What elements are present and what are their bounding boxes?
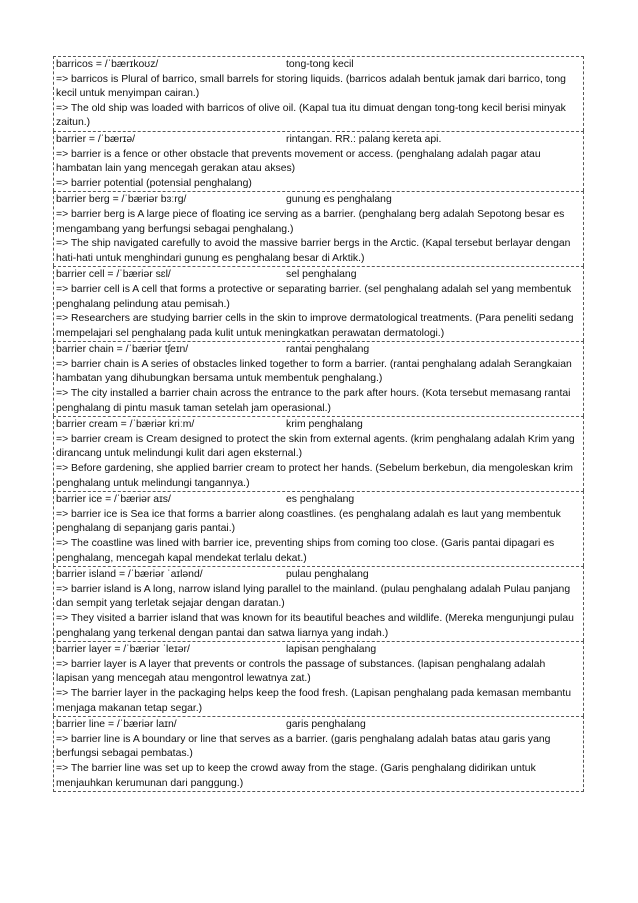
entry-header bbox=[56, 718, 581, 733]
entry-definition: => barrier is a fence or other obstacle that prevents movement or access. (penghalang adalah pagar atau hambatan lain yang mencegah gerakan atau akses) bbox=[56, 148, 541, 175]
entry-translation: gunung es penghalang bbox=[286, 194, 392, 206]
entry-translation: tong-tong kecil bbox=[286, 59, 354, 70]
entry-headword: barrier chain = /ˈbæriər tʃeɪn/ bbox=[56, 344, 189, 356]
entry-definition: => barrier cell is A cell that forms a protective or separating barrier. (sel penghalang adalah sel yang membentuk penghalang pelindung atau pemisah.) bbox=[56, 283, 572, 310]
entry-translation: es penghalang bbox=[286, 494, 355, 506]
entry-definition: => barrier berg is A large piece of floating ice serving as a barrier. (penghalang berg adalah Sepotong besar es mengambang yang berfungsi sebagai penghalang.) bbox=[56, 208, 565, 235]
entry-translation: rantai penghalang bbox=[286, 344, 370, 356]
dictionary-entry bbox=[53, 341, 584, 416]
entry-definition: => barrier ice is Sea ice that forms a barrier along coastlines. (es penghalang adalah es laut yang membentuk penghalang di sepanjang garis pantai.) bbox=[56, 508, 561, 535]
entry-header bbox=[56, 418, 581, 433]
entry-header bbox=[56, 133, 581, 148]
entry-headword: barricos = /ˈbærɪkoʊz/ bbox=[56, 59, 159, 70]
entry-header bbox=[56, 193, 581, 208]
dictionary-entry bbox=[53, 641, 584, 716]
entry-example: => Researchers are studying barrier cells in the skin to improve dermatological treatments. (Para peneliti sedang mempelajari sel penghalang pada kulit untuk meningkatkan perawatan dermatologi.) bbox=[56, 313, 574, 339]
dictionary-entry bbox=[53, 266, 584, 341]
entry-translation: lapisan penghalang bbox=[286, 644, 377, 656]
entry-headword: barrier = /ˈbærɪə/ bbox=[56, 133, 136, 145]
entry-definition: => barrier chain is A series of obstacles linked together to form a barrier. (rantai penghalang adalah Serangkaian hambatan yang dihubungkan bersama untuk membentuk penghalang.) bbox=[56, 358, 572, 385]
entry-definition: => barricos is Plural of barrico, small barrels for storing liquids. (barricos adalah bentuk jamak dari barrico, tong kecil untuk menyimpan cairan.) bbox=[56, 73, 566, 100]
entry-definition: => barrier island is A long, narrow island lying parallel to the mainland. (pulau penghalang adalah Pulau panjang dan sempit yang terletak sejajar dengan daratan.) bbox=[56, 583, 571, 610]
entry-header bbox=[56, 568, 581, 583]
entry-translation: garis penghalang bbox=[286, 719, 366, 731]
entry-headword: barrier cream = /ˈbæriər kriːm/ bbox=[56, 419, 195, 431]
entry-example: => The barrier layer in the packaging helps keep the food fresh. (Lapisan penghalang pada kemasan membantu menjaga makanan tetap segar.) bbox=[56, 687, 572, 714]
entry-translation: sel penghalang bbox=[286, 269, 357, 281]
entry-example: => The old ship was loaded with barricos of olive oil. (Kapal tua itu dimuat dengan tong-tong kecil berisi minyak zaitun.) bbox=[56, 102, 566, 129]
entry-translation: rintangan. RR.: palang kereta api. bbox=[286, 133, 442, 145]
dictionary-document bbox=[53, 56, 584, 792]
entry-header bbox=[56, 343, 581, 358]
entry-header bbox=[56, 643, 581, 658]
entry-headword: barrier line = /ˈbæriər laɪn/ bbox=[56, 719, 177, 731]
entry-header bbox=[56, 268, 581, 283]
dictionary-entry bbox=[53, 56, 584, 131]
entry-example: => barrier potential (potensial penghalang) bbox=[56, 177, 252, 189]
entry-headword: barrier ice = /ˈbæriər aɪs/ bbox=[56, 494, 171, 506]
entry-translation: pulau penghalang bbox=[286, 569, 369, 581]
dictionary-entry bbox=[53, 416, 584, 491]
entry-definition: => barrier line is A boundary or line that serves as a barrier. (garis penghalang adalah batas atau garis yang berfungsi sebagai pembatas.) bbox=[56, 733, 551, 760]
entry-headword: barrier island = /ˈbæriər ˈaɪlənd/ bbox=[56, 569, 203, 581]
entry-headword: barrier layer = /ˈbæriər ˈleɪər/ bbox=[56, 644, 190, 656]
entry-example: => The ship navigated carefully to avoid the massive barrier bergs in the Arctic. (Kapal tersebut berlayar dengan hati-hati untuk menghindari gunung es penghalang besar di Arktik.) bbox=[56, 238, 571, 264]
dictionary-entry bbox=[53, 716, 584, 792]
entry-example: => Before gardening, she applied barrier cream to protect her hands. (Sebelum berkebun, dia mengoleskan krim penghalang untuk melindungi tangannya.) bbox=[56, 463, 573, 489]
entry-example: => They visited a barrier island that was known for its beautiful beaches and wildlife. (Mereka mengunjungi pulau penghalang yang terkenal dengan pantai dan satwa liarnya yang indah.) bbox=[56, 612, 574, 639]
dictionary-entry bbox=[53, 566, 584, 641]
entry-header bbox=[56, 493, 581, 508]
entry-example: => The city installed a barrier chain across the entrance to the park after hours. (Kota tersebut memasang rantai penghalang di pintu masuk taman setelah jam operasional.) bbox=[56, 388, 571, 414]
dictionary-entry bbox=[53, 131, 584, 191]
entry-headword: barrier berg = /ˈbæriər bɜːrg/ bbox=[56, 194, 187, 206]
entry-definition: => barrier layer is A layer that prevents or controls the passage of substances. (lapisan penghalang adalah lapisan yang mencegah atau mengontrol lewatnya zat.) bbox=[56, 658, 546, 685]
entry-headword: barrier cell = /ˈbæriər sɛl/ bbox=[56, 269, 171, 281]
dictionary-entry bbox=[53, 191, 584, 266]
entry-example: => The barrier line was set up to keep the crowd away from the stage. (Garis penghalang didirikan untuk menjauhkan kerumunan dari panggung.) bbox=[56, 762, 536, 789]
entry-definition: => barrier cream is Cream designed to protect the skin from external agents. (krim penghalang adalah Krim yang dirancang untuk melindungi kulit dari agen eksternal.) bbox=[56, 433, 575, 460]
dictionary-entry bbox=[53, 491, 584, 566]
entry-example: => The coastline was lined with barrier ice, preventing ships from coming too close. (Garis pantai dipagari es penghalang, mencegah kapal mendekat terlalu dekat.) bbox=[56, 538, 555, 564]
entry-header bbox=[56, 58, 581, 73]
entry-translation: krim penghalang bbox=[286, 419, 363, 431]
